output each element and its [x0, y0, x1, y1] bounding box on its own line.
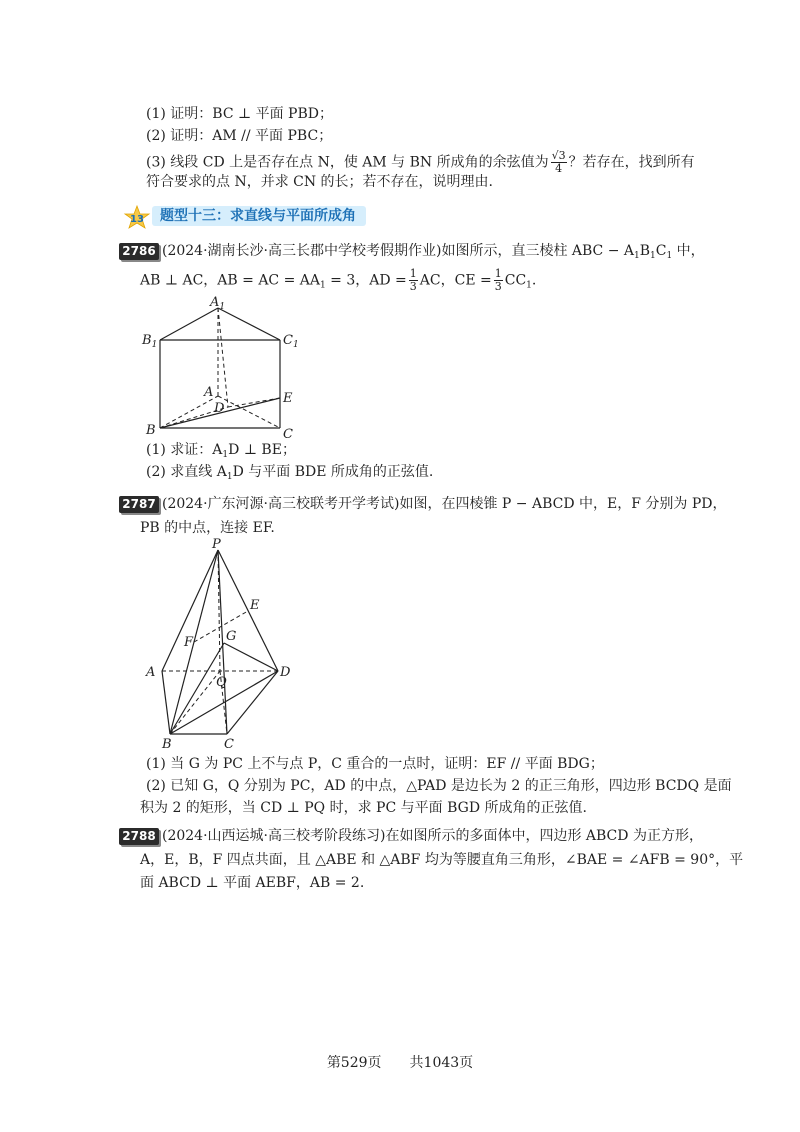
text: D ⊥ BE；: [228, 442, 296, 458]
edge-pd: [218, 550, 278, 671]
fraction-numerator: 1: [494, 267, 502, 280]
edge-ba-hidden: [160, 396, 218, 428]
label-a1: $A_1$: [210, 295, 226, 312]
label-c1: $C_1$: [283, 333, 299, 350]
edge-a1d-hidden: [218, 308, 228, 407]
label-c: C: [224, 737, 234, 752]
fraction: [494, 268, 503, 293]
label-a: A: [146, 665, 156, 680]
label-d: D: [280, 665, 291, 680]
sub: 1: [226, 472, 233, 482]
label-b1: $B_1$: [142, 333, 158, 350]
p2787-sub-question-1: (1) 当 G 为 PC 上不与点 P，C 重合的一点时，证明：EF // 平面 BDG；: [146, 756, 604, 772]
question-1: (1) 证明：BC ⊥ 平面 PBD；: [146, 106, 333, 122]
section-title: 题型十三：求直线与平面所成角: [152, 206, 366, 226]
fraction-denominator: 3: [409, 280, 417, 293]
problem-2787-line-2: PB 的中点，连接 EF.: [140, 520, 275, 536]
p2786-l2-b: = 3，AD =: [325, 272, 407, 289]
p2787-sub-question-2-line-2: 积为 2 的矩形，当 CD ⊥ PQ 时，求 PC 与平面 BGD 所成角的正弦值.: [140, 800, 587, 816]
edge-b1a1: [160, 308, 218, 340]
p2786-text-c: C: [655, 243, 667, 259]
fraction-denominator: 3: [494, 280, 502, 293]
fraction-numerator: 1: [409, 267, 417, 280]
problem-2788-line-2: A，E，B，F 四点共面，且 △ABE 和 △ABF 均为等腰直角三角形，∠BAE = ∠AFB = 90°，平: [140, 852, 744, 868]
p2786-sub-question-2: [146, 462, 433, 487]
p2787-sub-question-2-line-1: (2) 已知 G，Q 分别为 PC，AD 的中点，△PAD 是边长为 2 的正三角形，四边形 BCDQ 是面: [146, 778, 732, 794]
p2786-l2-a: AB ⊥ AC，AB = AC = AA: [140, 272, 320, 289]
edge-a1c1: [218, 308, 280, 340]
label-e: E: [250, 598, 260, 613]
edge-pa: [162, 550, 218, 671]
fraction-numerator: √3: [551, 149, 566, 162]
p2786-text-d: 中，: [672, 243, 705, 259]
text: D 与平面 BDE 所成角的正弦值.: [232, 464, 434, 480]
label-b: B: [162, 737, 172, 752]
edge-de-hidden: [228, 398, 280, 407]
fraction-denominator: 4: [555, 162, 563, 175]
label-b: B: [146, 423, 156, 438]
sub: 1: [666, 251, 673, 261]
question-3-line-2: 符合要求的点 N，并求 CN 的长；若不存在，说明理由.: [146, 174, 494, 190]
label-q: Q: [216, 675, 227, 690]
p2786-text-b: B: [639, 243, 651, 259]
edge-ab: [162, 671, 170, 734]
sub: 1: [320, 280, 326, 291]
edge-bq-hidden: [170, 671, 220, 734]
page-footer: 第529页 共1043页: [326, 1055, 474, 1071]
p2786-l2-d: CC: [504, 272, 527, 289]
edge-gd: [224, 643, 278, 671]
p2786-l2-c: AC，CE =: [419, 272, 492, 289]
star-badge-icon: [122, 205, 152, 229]
label-f: F: [184, 635, 194, 650]
prism-figure: [140, 292, 310, 442]
fraction: [551, 150, 567, 175]
sub: 1: [650, 251, 656, 261]
problem-number-2788: 2788: [119, 828, 159, 845]
label-p: P: [212, 537, 221, 552]
problem-number-2786: 2786: [119, 243, 159, 260]
question-2: (2) 证明：AM // 平面 PBC；: [146, 128, 333, 144]
label-g: G: [226, 629, 237, 644]
problem-2787-line-1: (2024·广东河源·高三校联考开学考试)如图，在四棱锥 P − ABCD 中，E，F 分别为 PD，: [162, 496, 727, 512]
fraction: [409, 268, 418, 293]
problem-2788-line-3: 面 ABCD ⊥ 平面 AEBF，AB = 2.: [140, 875, 365, 891]
p2786-l2-e: .: [531, 272, 537, 289]
text: (2) 求直线 A: [146, 464, 227, 480]
sub: 1: [526, 280, 532, 291]
pyramid-figure: [140, 536, 310, 754]
text: (1) 求证：A: [146, 442, 223, 458]
problem-2788-line-1: (2024·山西运城·高三校考阶段练习)在如图所示的多面体中，四边形 ABCD 为正方形，: [162, 828, 703, 844]
label-a: A: [204, 385, 214, 400]
question-3-text-b: ？若存在，找到所有: [568, 154, 695, 171]
question-3-text-a: (3) 线段 CD 上是否存在点 N，使 AM 与 BN 所成角的余弦值为: [146, 154, 549, 171]
edge-cd: [227, 671, 278, 734]
label-c: C: [283, 427, 293, 442]
sub: 1: [222, 450, 229, 460]
p2786-text-a: (2024·湖南长沙·高三长郡中学校考假期作业)如图所示，直三棱柱 ABC − A: [162, 243, 635, 259]
problem-number-2787: 2787: [119, 496, 159, 513]
label-d: D: [214, 401, 225, 416]
problem-2786-line-1: [162, 241, 705, 266]
section-number: 13: [130, 214, 144, 225]
label-e: E: [283, 391, 293, 406]
sub: 1: [634, 251, 640, 261]
